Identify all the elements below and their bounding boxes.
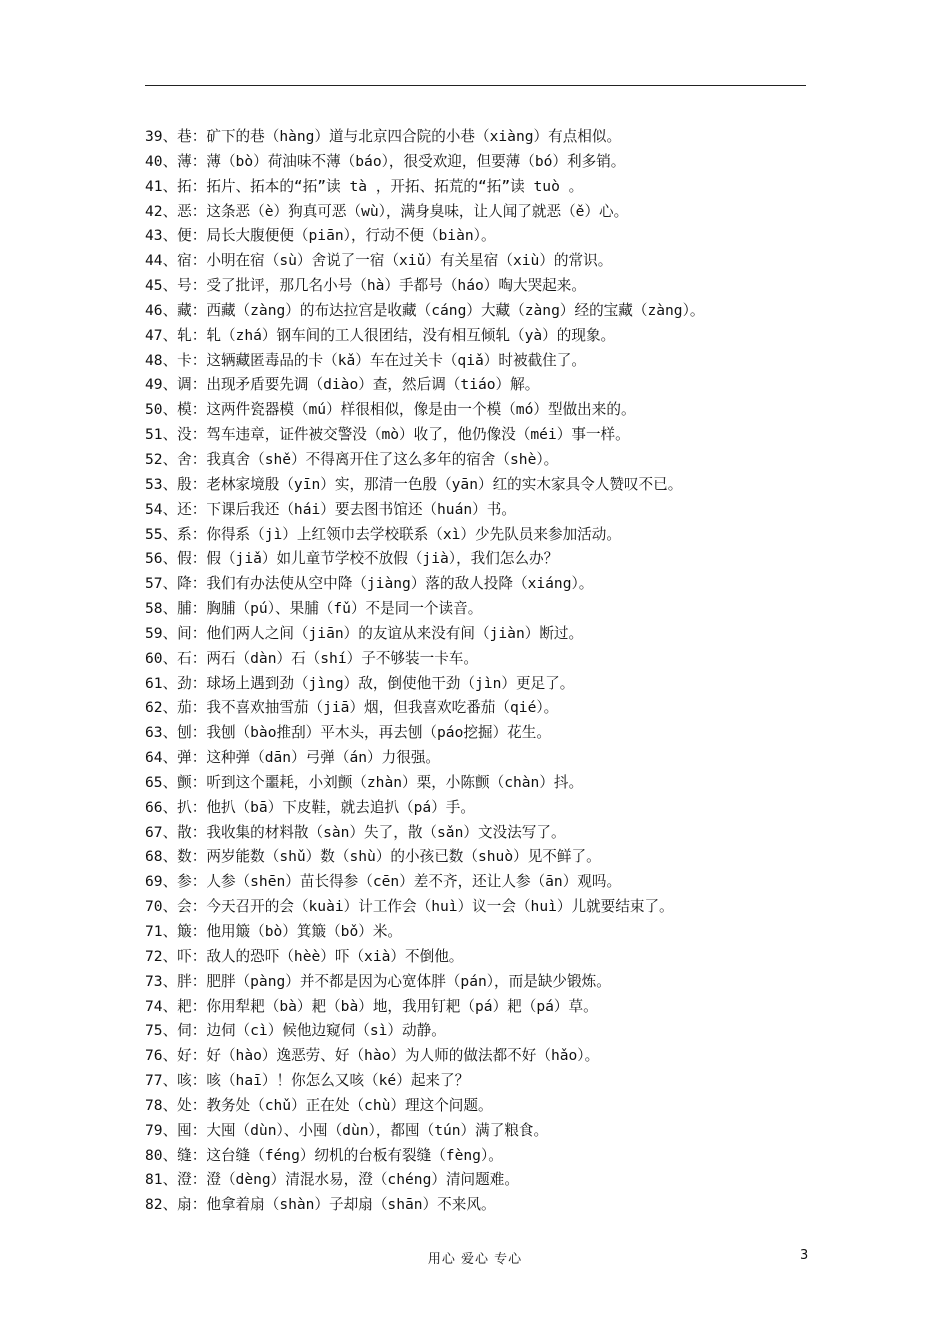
list-item: 59、间：他们两人之间（jiān）的友谊从来没有间（jiàn）断过。 [145,624,584,642]
list-item: 57、降：我们有办法使从空中降（jiàng）落的敌人投降（xiáng）。 [145,575,594,593]
list-item: 58、脯：胸脯（pú）、果脯（fǔ）不是同一个读音。 [145,600,483,618]
list-item: 46、藏：西藏（zàng）的布达拉宫是收藏（cáng）大藏（zàng）经的宝藏（zàng）。 [145,301,705,319]
list-item: 51、没：驾车违章，证件被交警没（mò）收了，他仍像没（méi）事一样。 [145,426,630,444]
list-item: 60、石：两石（dàn）石（shí）子不够装一卡车。 [145,649,478,667]
list-item: 49、调：出现矛盾要先调（diào）查，然后调（tiáo）解。 [145,376,540,394]
list-item: 69、参：人参（shēn）苗长得参（cēn）差不齐，还让人参（ān）观吗。 [145,873,622,891]
list-item: 42、恶：这条恶（è）狗真可恶（wù），满身臭味，让人闻了就恶（ě）心。 [145,202,629,220]
list-item: 72、吓：敌人的恐吓（hèè）吓（xià）不倒他。 [145,947,464,965]
list-item: 53、殷：老林家境殷（yīn）实，那清一色殷（yān）红的实木家具令人赞叹不已。 [145,475,683,493]
page-number: 3 [800,1248,809,1263]
list-item: 63、刨：我刨（bào推刮）平木头，再去刨（páo挖掘）花生。 [145,724,551,742]
list-item: 54、还：下课后我还（hái）要去图书馆还（huán）书。 [145,500,516,518]
list-item: 61、劲：球场上遇到劲（jìng）敌，倒使他干劲（jìn）更足了。 [145,674,575,692]
list-item: 73、胖：肥胖（pàng）并不都是因为心宽体胖（pán），而是缺少锻炼。 [145,972,611,990]
list-item: 64、弹：这种弹（dān）弓弹（án）力很强。 [145,749,441,767]
list-item: 79、囤：大囤（dùn）、小囤（dùn），都囤（tún）满了粮食。 [145,1121,549,1139]
list-item: 55、系：你得系（jì）上红领巾去学校联系（xì）少先队员来参加活动。 [145,525,621,543]
list-item: 40、薄：薄（bò）荷油味不薄（báo），很受欢迎，但要薄（bó）利多销。 [145,152,626,170]
header-rule [145,85,806,86]
list-item: 41、拓：拓片、拓本的“拓”读 tà ，开拓、拓荒的“拓”读 tuò 。 [145,177,584,195]
list-item: 50、模：这两件瓷器模（mú）样很相似，像是由一个模（mó）型做出来的。 [145,401,636,419]
list-item: 75、伺：边伺（cì）候他边窥伺（sì）动静。 [145,1022,446,1040]
list-item: 80、缝：这台缝（féng）纫机的台板有裂缝（fèng）。 [145,1146,503,1164]
list-item: 76、好：好（hào）逸恶劳、好（hào）为人师的做法都不好（hǎo）。 [145,1047,600,1065]
list-item: 71、簸：他用簸（bò）箕簸（bǒ）米。 [145,923,403,940]
list-item: 45、号：受了批评，那几名小号（hà）手都号（háo）啕大哭起来。 [145,277,586,295]
list-item: 74、耙：你用犁耙（bà）耙（bà）地，我用钉耙（pá）耙（pá）草。 [145,997,598,1015]
list-item: 65、颤：听到这个噩耗，小刘颤（zhàn）栗，小陈颤（chàn）抖。 [145,773,584,791]
list-item: 70、会：今天召开的会（kuài）计工作会（huì）议一会（huì）儿就要结束了。 [145,898,674,916]
list-item: 82、扇：他拿着扇（shàn）子却扇（shān）不来风。 [145,1196,496,1214]
list-item: 43、便：局长大腹便便（piān），行动不便（biàn）。 [145,227,496,245]
list-item: 48、卡：这辆藏匿毒品的卡（kǎ）车在过关卡（qiǎ）时被截住了。 [145,351,586,369]
list-item: 39、巷：矿下的巷（hàng）道与北京四合院的小巷（xiàng）有点相似。 [145,128,622,145]
list-item: 66、扒：他扒（bā）下皮鞋，就去追扒（pá）手。 [145,798,476,816]
entry-list [145,125,845,1218]
list-item: 44、宿：小明在宿（sù）舍说了一宿（xiǔ）有关星宿（xiù）的常识。 [145,252,613,270]
list-item: 67、散：我收集的材料散（sàn）失了，散（sǎn）文没法写了。 [145,823,566,841]
list-item: 56、假：假（jiǎ）如儿童节学校不放假（jià），我们怎么办？ [145,550,559,568]
list-item: 62、茄：我不喜欢抽雪茄（jiā）烟，但我喜欢吃番茄（qié）。 [145,699,559,717]
footer-motto: 用心 爱心 专心 [427,1252,523,1267]
list-item: 52、舍：我真舍（shě）不得离开住了这么多年的宿舍（shè）。 [145,450,559,468]
list-item: 68、数：两岁能数（shǔ）数（shù）的小孩已数（shuò）见不鲜了。 [145,848,601,866]
list-item: 47、轧：轧（zhá）钢车间的工人很团结，没有相互倾轧（yà）的现象。 [145,326,616,344]
list-item: 81、澄：澄（dèng）清混水易，澄（chéng）清问题难。 [145,1171,519,1189]
list-item: 77、咳：咳（haī）！你怎么又咳（ké）起来了？ [145,1072,470,1090]
list-item: 78、处：教务处（chǔ）正在处（chù）理这个问题。 [145,1096,493,1114]
